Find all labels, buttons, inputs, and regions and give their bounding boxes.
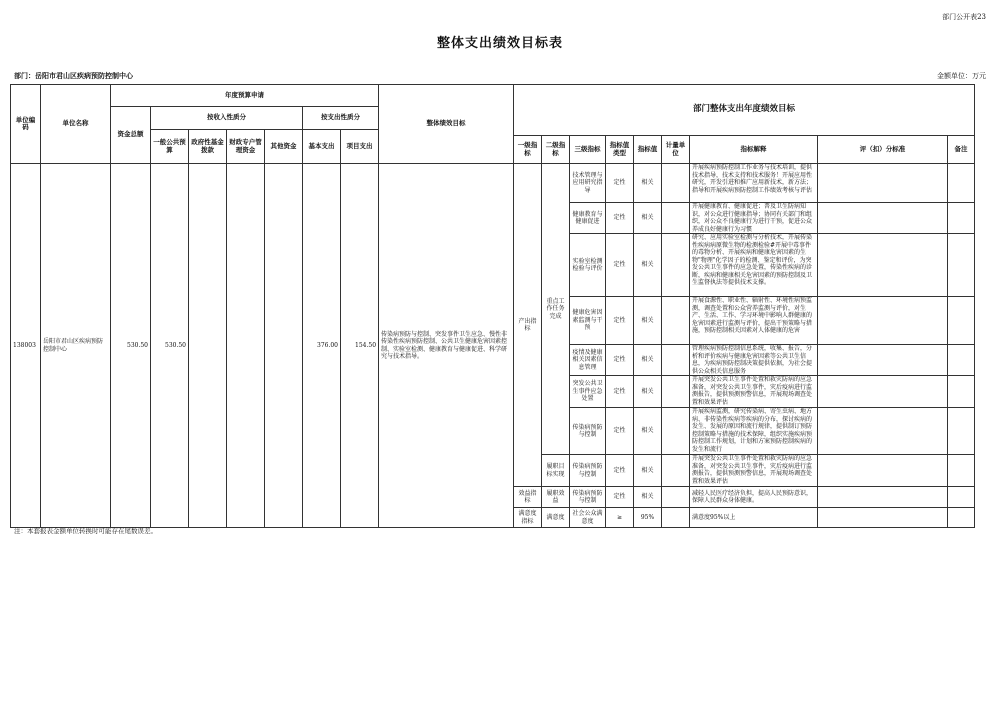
overall-goal-cell: 传染病预防与控制、突发事件卫生应急、慢性非传染性疾病预防控制、公共卫生健康危害因素控制、实验室检测、健康教育与健康促进、科学研究与技术指导。: [379, 164, 514, 528]
value-type-cell: ≥: [606, 508, 634, 528]
value-type-cell: 定性: [606, 345, 634, 376]
standard-cell: [818, 487, 948, 508]
amount-unit-label: 金额单位：万元: [937, 72, 986, 80]
header-by-expense: 按支出性质分: [303, 107, 379, 130]
explanation-cell: [690, 234, 818, 297]
header-unit-code: 单位编码: [11, 85, 41, 164]
value-type-cell: 定性: [606, 487, 634, 508]
page-title: 整体支出绩效目标表: [436, 36, 563, 51]
explanation-cell: 满意度95%以上: [690, 508, 818, 528]
value-cell: 95%: [634, 508, 662, 528]
explanation-cell: 减轻人民医疗经济负担，提高人民预防意识，保障人民群众身体健康。: [690, 487, 818, 508]
total-cell: 530.50: [111, 164, 151, 528]
value-type-cell: 定性: [606, 376, 634, 408]
department-label: 部门：岳阳市君山区疾病预防控制中心: [14, 72, 133, 80]
explanation-text: 开展突发公共卫生事件处置和救灾防病的应急准备，对突发公共卫生事件，灾后疫病进行监测报告，提供预测预警信息，开展现场调查处置和效果评估: [692, 376, 813, 406]
header-unit: 计量单位: [662, 136, 690, 164]
value-type-cell: 定性: [606, 164, 634, 203]
level2-cell: 履职目标实现: [542, 455, 570, 487]
header-annual-budget: 年度预算申请: [111, 85, 379, 107]
level1-cell: 产出指标: [514, 164, 542, 487]
unit-name-cell: 岳阳市君山区疾病预防控制中心: [41, 164, 111, 528]
explanation-text: 管理疾病预防控制信息系统，收集、报告，分析和评价疾病与健康危害因素等公共卫生信息，为疾病预防控制决策提供依据，为社会提供公众相关信息服务: [692, 345, 813, 375]
remark-cell: [948, 203, 975, 234]
level2-cell: 满意度: [542, 508, 570, 528]
header-remark: 备注: [948, 136, 975, 164]
explanation-cell: [690, 203, 818, 234]
standard-cell: [818, 508, 948, 528]
unit-cell: [662, 487, 690, 508]
header-total: 资金总额: [111, 107, 151, 164]
value-cell: 相关: [634, 455, 662, 487]
level3-cell: 技术管理与应用研究指导: [570, 164, 606, 203]
value-type-cell: 定性: [606, 203, 634, 234]
unit-cell: [662, 508, 690, 528]
value-type-cell: 定性: [606, 455, 634, 487]
explanation-text: 研究、应用实验室检测与分析技术，开展传染性疾病病原微生物的检测检验#开展中毒事件的毒物分析、开展疾病和健康危害因素的生物"物理"化学因子的检测、鉴定和评价，为突发公共卫生事件的应急处置，传染性疾病的诊断，疾病和健康相关危害因素的预防控制及卫生监督执法等提供技术支撑。: [692, 234, 813, 286]
level1-cell: 效益指标: [514, 487, 542, 508]
standard-cell: [818, 408, 948, 455]
standard-cell: [818, 164, 948, 203]
level3-cell: 传染病预防与控制: [570, 455, 606, 487]
explanation-cell: [690, 376, 818, 408]
standard-cell: [818, 203, 948, 234]
level3-cell: 健康教育与健康促进: [570, 203, 606, 234]
value-type-cell: 定性: [606, 408, 634, 455]
value-cell: 相关: [634, 487, 662, 508]
explanation-cell: [690, 455, 818, 487]
level3-cell: 实验室检测检验与评价: [570, 234, 606, 297]
standard-cell: [818, 297, 948, 345]
header-other-funds: 其他资金: [265, 130, 303, 164]
header-level2: 二级指标: [542, 136, 570, 164]
explanation-text: 开展突发公共卫生事件处置和救灾防病的应急准备，对突发公共卫生事件，灾后疫病进行监测报告，提供预测预警信息，开展现场调查处置和效果评估: [692, 455, 813, 485]
header-explanation: 指标解释: [690, 136, 818, 164]
unit-cell: [662, 376, 690, 408]
remark-cell: [948, 487, 975, 508]
remark-cell: [948, 408, 975, 455]
level3-cell: 社会公众满意度: [570, 508, 606, 528]
remark-cell: [948, 234, 975, 297]
header-overall-goal: 整体绩效目标: [379, 85, 514, 164]
header-value-type: 指标值类型: [606, 136, 634, 164]
header-basic-exp: 基本支出: [303, 130, 341, 164]
remark-cell: [948, 455, 975, 487]
performance-table: [10, 84, 975, 528]
value-cell: 相关: [634, 164, 662, 203]
level3-cell: 突发公共卫生事件应急处置: [570, 376, 606, 408]
remark-cell: [948, 376, 975, 408]
value-cell: 相关: [634, 345, 662, 376]
explanation-text: 开展健康教育、健康促进；普及卫生防病知识，对公众进行健康指导；协同有关部门和组织，对公众不良健康行为进行干预，促进公众养成良好健康行为习惯: [692, 203, 813, 233]
value-cell: 相关: [634, 376, 662, 408]
explanation-text: 开展疾病监测，研究传染病、寄生虫病、地方病、非传染性疾病等疾病的分布，探讨疾病的发生、发展的原因和流行规律，提供制订预防控制策略与措施的技术保障，组织实施疾病预防控制工作规划，计划和方案预防控制疾病的发生和流行: [692, 408, 813, 453]
header-standard: 评（扣）分标准: [818, 136, 948, 164]
general-budget-cell: 530.50: [151, 164, 189, 528]
level3-cell: 疫情及健康相关因素信息管理: [570, 345, 606, 376]
footnote: 注：本套报表金额单位转换时可能存在尾数误差。: [14, 527, 157, 535]
remark-cell: [948, 345, 975, 376]
remark-cell: [948, 164, 975, 203]
header-project-exp: 项目支出: [341, 130, 379, 164]
level3-cell: 传染病预防与控制: [570, 408, 606, 455]
level1-cell: 满意度指标: [514, 508, 542, 528]
table-number-label: 部门公开表23: [942, 13, 986, 21]
explanation-cell: [690, 345, 818, 376]
table-row: [11, 164, 975, 203]
level2-cell: 重点工作任务完成: [542, 164, 570, 455]
header-unit-name: 单位名称: [41, 85, 111, 164]
value-type-cell: 定性: [606, 297, 634, 345]
standard-cell: [818, 234, 948, 297]
standard-cell: [818, 345, 948, 376]
project-exp-cell: 154.50: [341, 164, 379, 528]
unit-cell: [662, 203, 690, 234]
remark-cell: [948, 297, 975, 345]
value-cell: 相关: [634, 203, 662, 234]
standard-cell: [818, 455, 948, 487]
unit-cell: [662, 345, 690, 376]
fiscal-special-cell: [227, 164, 265, 528]
header-gov-fund: 政府性基金拨款: [189, 130, 227, 164]
other-funds-cell: [265, 164, 303, 528]
header-annual-goal: 部门整体支出年度绩效目标: [514, 85, 975, 136]
value-cell: 相关: [634, 297, 662, 345]
unit-cell: [662, 234, 690, 297]
unit-cell: [662, 455, 690, 487]
explanation-cell: [690, 408, 818, 455]
unit-cell: [662, 164, 690, 203]
gov-fund-cell: [189, 164, 227, 528]
header-value: 指标值: [634, 136, 662, 164]
level2-cell: 履职效益: [542, 487, 570, 508]
header-by-income: 按收入性质分: [151, 107, 303, 130]
unit-cell: [662, 297, 690, 345]
header-fiscal-special: 财政专户管理资金: [227, 130, 265, 164]
explanation-cell: [690, 297, 818, 345]
level3-cell: 健康危害因素监测与干预: [570, 297, 606, 345]
unit-cell: [662, 408, 690, 455]
header-level3: 三级指标: [570, 136, 606, 164]
header-general-budget: 一般公共预算: [151, 130, 189, 164]
header-level1: 一级指标: [514, 136, 542, 164]
value-type-cell: 定性: [606, 234, 634, 297]
value-cell: 相关: [634, 408, 662, 455]
basic-exp-cell: 376.00: [303, 164, 341, 528]
explanation-cell: [690, 164, 818, 203]
unit-code-cell: 138003: [11, 164, 41, 528]
remark-cell: [948, 508, 975, 528]
value-cell: 相关: [634, 234, 662, 297]
explanation-text: 开展食源性、职业性、辐射性、环境性病预监测，调查处置和公众营养监测与评价，对生产、生活、工作、学习环境中影响人群健康的危害因素进行监测与评价，提出干预策略与措施，预防控制相关因素对人体健康的危害: [692, 297, 813, 334]
explanation-text: 开展疾病预防控制工作业务与技术培训，提供技术指导，技术支持和技术服务！开展应用性研究，开发引进和推广应用新技术，新方法；指导和开展疾病预防控制工作绩效考核与评估: [692, 164, 813, 194]
level3-cell: 传染病预防与控制: [570, 487, 606, 508]
standard-cell: [818, 376, 948, 408]
